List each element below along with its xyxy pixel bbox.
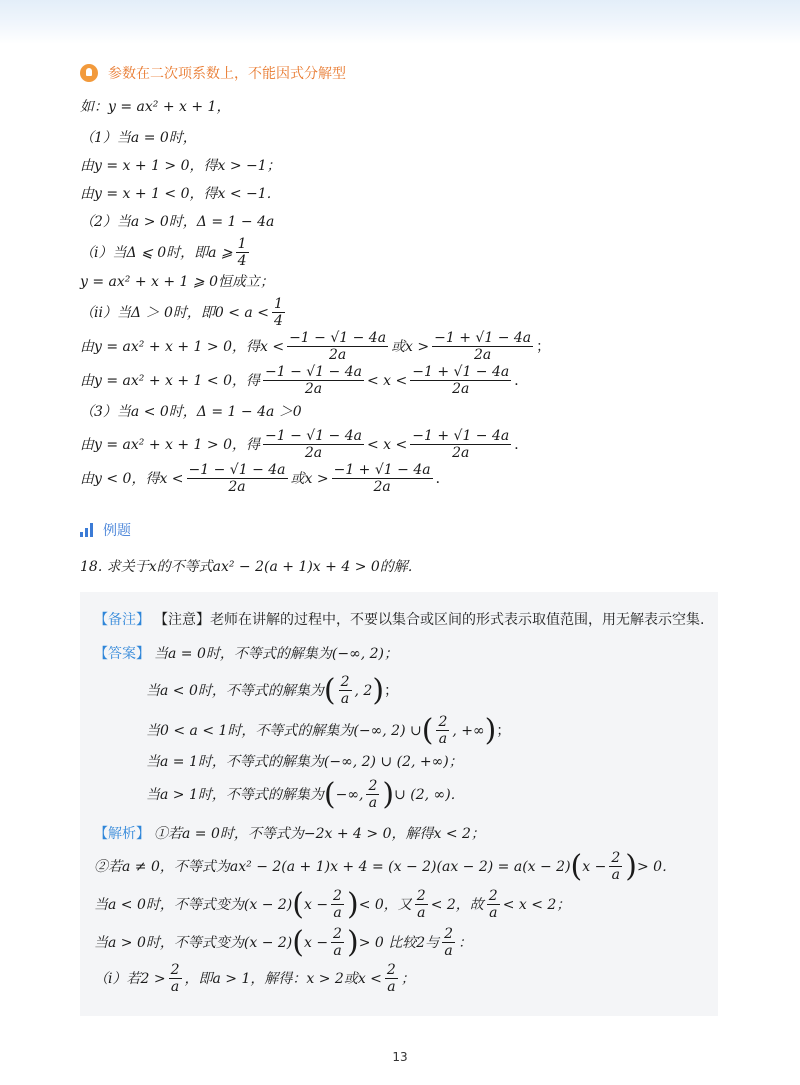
answer-row-3: 当0 < a < 1时，不等式的解集为(−∞, 2) ∪ ( $\frac{2}{a}$ , +∞ ) ；: [146, 712, 511, 748]
analysis-row-1: 【解析】 ①若a = 0时，不等式为−2x + 4 > 0，解得x < 2；: [94, 826, 485, 842]
top-band: [0, 0, 800, 44]
fraction-pos-root-2: $\frac{-1 + √1 - 4a}{2a}$: [412, 364, 510, 397]
line-12-text: 由y = ax² + x + 1 > 0，得: [80, 436, 260, 453]
note-text: 【注意】老师在讲解的过程中，不要以集合或区间的形式表示取值范围，用无解表示空集.: [154, 612, 705, 628]
fraction-quarter: $\frac{1}{4}$: [237, 236, 247, 269]
answer-tag: 【答案】: [94, 646, 150, 662]
page-number: 13: [392, 1050, 408, 1064]
line-13: 由y < 0，得x < $\frac{-1 - √1 - 4a}{2a}$ 或x > $\frac{-1 + √1 - 4a}{2a}$ ．: [80, 462, 450, 495]
fraction-neg-root-4: $\frac{-1 - √1 - 4a}{2a}$: [188, 462, 286, 495]
line-10-text: 由y = ax² + x + 1 < 0，得: [80, 372, 260, 389]
line-8: [80, 296, 288, 329]
fraction-neg-root-3: $\frac{-1 - √1 - 4a}{2a}$: [265, 428, 362, 461]
answer-row-5: 当a > 1时，不等式的解集为 ( −∞, $\frac{2}{a}$ ) ∪ (2, ∞)．: [146, 776, 465, 812]
analysis-tag: 【解析】: [94, 826, 150, 842]
example-heading: [80, 520, 131, 540]
line-3: 由y = x + 1 > 0，得x > −1；: [80, 158, 281, 174]
line-9: 由y = ax² + x + 1 > 0，得x < $\frac{-1 - √1 - 4a}{2a}$ 或x > $\frac{-1 + √1 - 4a}{2a}$ ；: [80, 330, 551, 363]
line-11: （3）当a < 0时，Δ = 1 − 4a ＞0: [80, 404, 302, 420]
line-8-text: （ii）当Δ ＞ 0时，即0 < a <: [80, 304, 269, 321]
fraction-neg-root: $\frac{-1 - √1 - 4a}{2a}$: [289, 330, 387, 363]
analysis-row-4: 当a > 0时，不等式变为(x − 2) ( x − $\frac{2}{a}$ ) > 0 比较2与 $\frac{2}{a}$ ：: [94, 924, 473, 960]
fraction-pos-root-4: $\frac{-1 + √1 - 4a}{2a}$: [333, 462, 431, 495]
answer-row-4: 当a = 1时，不等式的解集为(−∞, 2) ∪ (2, +∞)；: [146, 754, 463, 770]
fraction-pos-root-3: $\frac{-1 + √1 - 4a}{2a}$: [412, 428, 510, 461]
line-5: （2）当a > 0时，Δ = 1 − 4a: [80, 214, 275, 230]
answer-row-2: 当a < 0时，不等式的解集为 ( $\frac{2}{a}$ , 2 ) ；: [146, 672, 399, 708]
lightbulb-icon: [80, 64, 98, 82]
answer-row-1: 【答案】 当a = 0时，不等式的解集为(−∞, 2)；: [94, 646, 399, 662]
note-row: [94, 610, 704, 630]
solution-box: [80, 592, 718, 1016]
line-10: 由y = ax² + x + 1 < 0，得 $\frac{-1 - √1 - 4a}{2a}$ < x < $\frac{-1 + √1 - 4a}{2a}$ ．: [80, 364, 529, 397]
line-6-text: （i）当Δ ⩽ 0时，即a ⩾: [80, 244, 233, 261]
example-label: 例题: [103, 523, 131, 539]
line-13-text: 由y < 0，得x <: [80, 470, 184, 487]
signal-bars-icon: [80, 523, 93, 537]
line-9-text: 由y = ax² + x + 1 > 0，得x <: [80, 338, 285, 355]
line-1: 如：y = ax² + x + 1，: [80, 99, 231, 115]
line-2: （1）当a = 0时，: [80, 130, 197, 146]
analysis-row-2: ②若a ≠ 0，不等式为ax² − 2(a + 1)x + 4 = (x − 2)(ax − 2) = a(x − 2) ( x − $\frac{2}{a}$ ) > 0．: [94, 848, 677, 884]
line-7: y = ax² + x + 1 ⩾ 0恒成立；: [80, 274, 274, 290]
fraction-pos-root: $\frac{-1 + √1 - 4a}{2a}$: [434, 330, 532, 363]
fraction-quarter-2: $\frac{1}{4}$: [273, 296, 283, 329]
line-6: [80, 236, 252, 269]
section-heading: [80, 62, 346, 84]
line-4: 由y = x + 1 < 0，得x < −1．: [80, 186, 281, 202]
line-12: 由y = ax² + x + 1 > 0，得 $\frac{-1 - √1 - 4a}{2a}$ < x < $\frac{-1 + √1 - 4a}{2a}$ ．: [80, 428, 529, 461]
analysis-row-3: 当a < 0时，不等式变为(x − 2) ( x − $\frac{2}{a}$ ) < 0，又 $\frac{2}{a}$ < 2，故 $\frac{2}{a}$ < x < 2；: [94, 886, 571, 922]
section-title: 参数在二次项系数上，不能因式分解型: [108, 66, 346, 82]
problem-statement: 18. 求关于x的不等式ax² − 2(a + 1)x + 4 > 0的解．: [80, 559, 422, 575]
analysis-row-5: （i）若2 > $\frac{2}{a}$ ，即a > 1，解得：x > 2或x < $\frac{2}{a}$ ；: [94, 962, 415, 995]
note-tag: 【备注】: [94, 612, 150, 628]
fraction-neg-root-2: $\frac{-1 - √1 - 4a}{2a}$: [265, 364, 362, 397]
